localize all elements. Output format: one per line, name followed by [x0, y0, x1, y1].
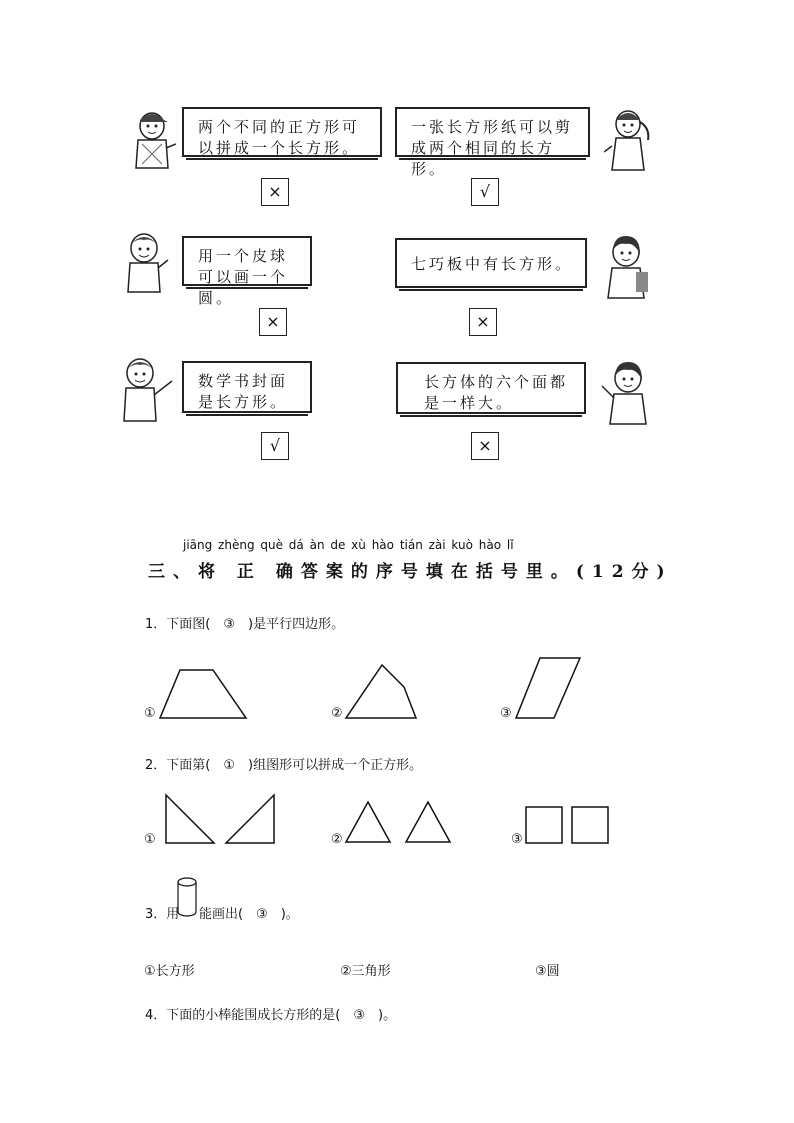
boy-pointing-illustration [116, 355, 174, 425]
answer-box-3: × [259, 308, 287, 336]
statement-text-5: 数学书封面是长方形。 [198, 372, 289, 411]
cylinder-icon [176, 876, 198, 920]
statement-bubble-6 [396, 362, 586, 414]
q1-option-1-label: ① [144, 706, 156, 721]
statement-bubble-4 [395, 238, 587, 288]
question-1: 1．下面图( ③ )是平行四边形。 [145, 617, 345, 632]
girl-backpack-illustration [600, 232, 652, 300]
question-3-prefix: 3．用 [145, 907, 180, 922]
q2-option-1-label: ① [144, 832, 156, 847]
two-squares-shape [524, 805, 610, 845]
parallelogram-shape [514, 656, 582, 720]
boy-cap-illustration [128, 108, 176, 174]
q1-option-3-label: ③ [500, 706, 512, 721]
q3-option-1: ①长方形 [144, 964, 195, 979]
question-4: 4．下面的小棒能围成长方形的是( ③ )。 [145, 1008, 397, 1023]
q2-option-3-label: ③ [511, 832, 523, 847]
trapezoid-shape [158, 668, 248, 720]
question-2: 2．下面第( ① )组图形可以拼成一个正方形。 [145, 758, 423, 773]
answer-box-4: × [469, 308, 497, 336]
q3-option-2: ②三角形 [340, 964, 391, 979]
answer-box-6: × [471, 432, 499, 460]
section-pinyin: jiāng zhèng què dá àn de xù hào tián zài kuò hào lǐ [183, 538, 514, 552]
statement-text-3: 用一个皮球可以画一个圆。 [198, 247, 289, 307]
statement-bubble-5 [182, 361, 312, 413]
q3-option-3: ③圆 [535, 964, 560, 979]
statement-text-2: 一张长方形纸可以剪成两个相同的长方形。 [411, 118, 574, 178]
section-title: 三、将 正 确答案的序号填在括号里。(12分) [148, 562, 673, 582]
girl-waving-illustration [600, 358, 654, 428]
girl-pigtails-illustration [604, 104, 654, 174]
two-triangles-shape [344, 800, 460, 845]
quadrilateral-shape [344, 663, 418, 720]
statement-text-4: 七巧板中有长方形。 [411, 255, 574, 273]
boy-illustration [120, 230, 170, 296]
two-right-triangles-shape [162, 793, 278, 845]
statement-text-1: 两个不同的正方形可以拼成一个长方形。 [198, 118, 361, 157]
answer-box-1: × [261, 178, 289, 206]
q2-option-2-label: ② [331, 832, 343, 847]
question-3-suffix: 能画出( ③ )。 [199, 907, 299, 922]
statement-text-6: 长方体的六个面都是一样大。 [424, 373, 569, 412]
statement-bubble-2 [395, 107, 590, 178]
answer-box-2: √ [471, 178, 499, 206]
statement-bubble-1 [182, 107, 382, 157]
q1-option-2-label: ② [331, 706, 343, 721]
statement-bubble-3 [182, 236, 312, 307]
answer-box-5: √ [261, 432, 289, 460]
